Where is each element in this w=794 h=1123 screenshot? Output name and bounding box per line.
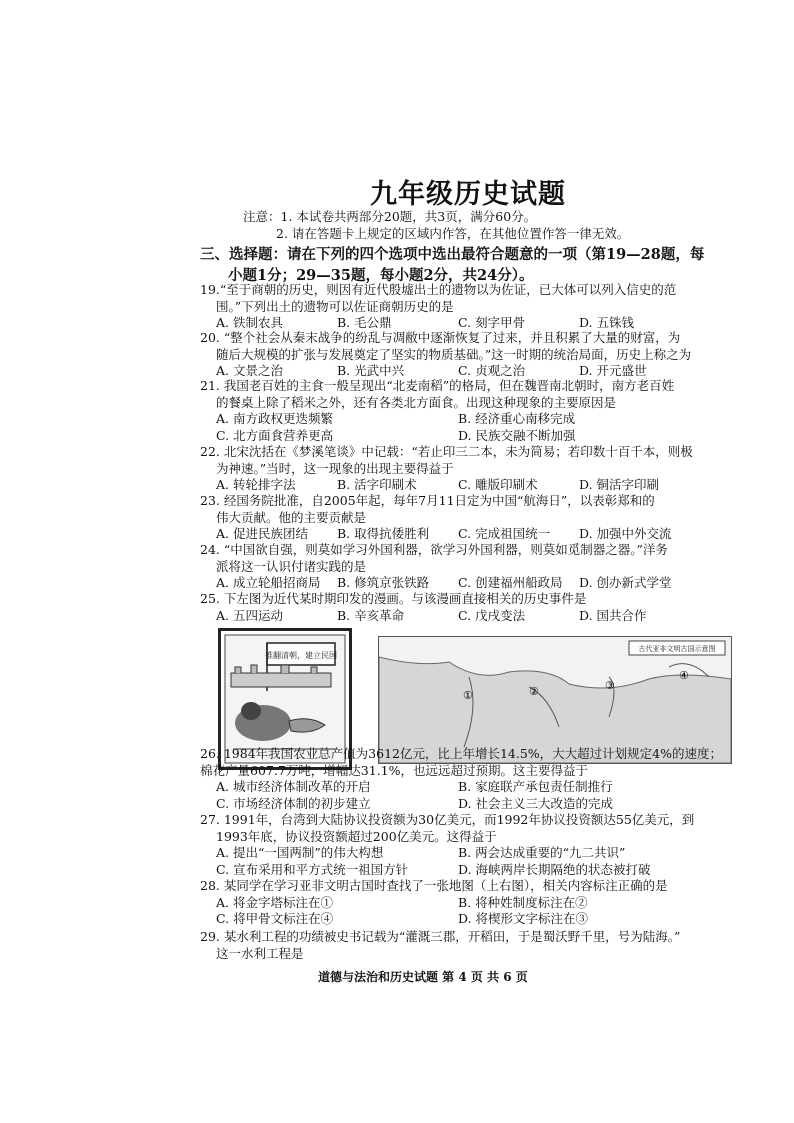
option[interactable]: C. 将甲骨文标注在④ [216, 911, 334, 926]
option[interactable]: D. 创办新式学堂 [579, 575, 672, 590]
option[interactable]: C. 雕版印刷术 [458, 477, 538, 492]
map-label: ④ [679, 669, 689, 682]
option[interactable]: A. 将金字塔标注在① [216, 894, 333, 910]
exam-notes [243, 208, 629, 242]
note-line: 注意：1. 本试卷共两部分20题，共3页，满分60分。 [243, 209, 537, 224]
question-stem: 20. “整个社会从秦末战争的纷乱与凋敝中逐渐恢复了过来，并且积累了大量的财富，为 [200, 330, 681, 345]
question-stem: 这一水利工程是 [216, 945, 304, 961]
question-stem: 24. “中国欲自强，则莫如学习外国利器，欲学习外国利器，则莫如觅制器之器。”洋务 [200, 542, 668, 557]
option[interactable]: C. 北方面食营养更高 [216, 427, 334, 443]
option[interactable]: C. 戊戌变法 [458, 607, 526, 623]
question-27 [200, 812, 700, 878]
options-row [200, 411, 700, 428]
question-28 [200, 878, 700, 928]
cartoon-flag-text: 推翻清朝，建立民国 [265, 651, 337, 660]
option[interactable]: A. 提出“一国两制”的伟大构想 [216, 845, 384, 860]
option[interactable]: A. 转轮排字法 [216, 477, 296, 492]
question-24 [200, 542, 700, 592]
option[interactable]: C. 完成祖国统一 [458, 526, 551, 541]
option[interactable]: C. 市场经济体制的初步建立 [216, 795, 371, 811]
option[interactable]: D. 开元盛世 [579, 363, 647, 378]
question-19 [200, 282, 700, 332]
option[interactable]: B. 经济重心南移完成 [458, 411, 576, 426]
question-stem: 围。”下列出土的遗物可以佐证商朝历史的是 [216, 298, 454, 314]
option[interactable]: A. 五四运动 [216, 607, 283, 623]
option[interactable]: D. 民族交融不断加强 [458, 427, 576, 443]
question-stem: 19.“至于商朝的历史，则因有近代殷墟出土的遗物以为佐证，已大体可以列入信史的范 [200, 282, 677, 297]
question-stem: 棉花产量607.7万吨，增幅达31.1%，也远远超过预期。这主要得益于 [200, 762, 588, 778]
option[interactable]: D. 国共合作 [579, 607, 647, 623]
question-23 [200, 493, 700, 543]
question-stem: 的餐桌上除了稻米之外，还有各类北方面食。出现这种现象的主要原因是 [216, 394, 617, 410]
question-stem: 1993年底，协议投资额超过200亿美元。这得益于 [216, 828, 497, 844]
options-row [200, 526, 700, 543]
option[interactable]: B. 家庭联产承包责任制推行 [458, 779, 613, 794]
map-title: 古代亚非文明古国示意图 [638, 645, 716, 653]
question-stem: 25. 下左图为近代某时期印发的漫画。与该漫画直接相关的历史事件是 [200, 591, 587, 606]
options-row [200, 477, 700, 494]
option[interactable]: B. 辛亥革命 [337, 607, 405, 623]
option[interactable]: B. 修筑京张铁路 [337, 575, 430, 590]
option[interactable]: A. 成立轮船招商局 [216, 575, 321, 590]
option[interactable]: B. 活字印刷术 [337, 477, 417, 492]
option[interactable]: D. 五铢钱 [579, 315, 635, 330]
options-row [200, 911, 700, 928]
note-line: 2. 请在答题卡上规定的区域内作答，在其他位置作答一律无效。 [276, 226, 630, 241]
map-label: ② [529, 685, 539, 698]
page-footer: 道德与法治和历史试题 第 4 页 共 6 页 [318, 970, 528, 984]
question-29 [200, 929, 700, 962]
section-line: 三、选择题：请在下列的四个选项中选出最符合题意的一项（第19—28题，每 [200, 246, 705, 263]
option[interactable]: A. 南方政权更迭频繁 [216, 411, 333, 426]
option[interactable]: A. 铁制农具 [216, 315, 283, 330]
option[interactable]: D. 社会主义三大改造的完成 [458, 795, 614, 811]
option[interactable]: C. 刻字甲骨 [458, 315, 526, 330]
options-row [200, 862, 700, 879]
option[interactable]: D. 加强中外交流 [579, 526, 672, 541]
option[interactable]: B. 毛公鼎 [337, 315, 392, 330]
question-21 [200, 378, 700, 444]
question-stem: 27. 1991年，台湾到大陆协议投资额为30亿美元，而1992年协议投资额达55亿美元，到 [200, 812, 695, 827]
question-stem: 23. 经国务院批准，自2005年起，每年7月11日定为中国“航海日”，以表彰郑和的 [200, 493, 655, 508]
map-label: ① [463, 689, 473, 702]
section-heading [200, 244, 760, 286]
option[interactable]: A. 文景之治 [216, 363, 283, 378]
option[interactable]: B. 两会达成重要的“九二共识” [458, 845, 626, 860]
options-row [200, 895, 700, 912]
option[interactable]: A. 城市经济体制改革的开启 [216, 779, 371, 794]
option[interactable]: D. 海峡两岸长期隔绝的状态被打破 [458, 861, 651, 877]
options-row [200, 779, 700, 796]
options-row [200, 796, 700, 813]
option[interactable]: C. 宣布采用和平方式统一祖国方针 [216, 861, 409, 877]
page-title: 九年级历史试题 [370, 179, 566, 210]
question-stem: 26. 1984年我国农业总产值为3612亿元，比上年增长14.5%，大大超过计划规定4%的速度； [200, 746, 723, 761]
question-stem: 派将这一认识付诸实践的是 [216, 558, 367, 574]
question-20 [200, 330, 700, 380]
question-22 [200, 444, 700, 494]
section-line: 小题1分；29—35题，每小题2分，共24分）。 [228, 267, 534, 284]
question-stem: 伟大贡献。他的主要贡献是 [216, 509, 367, 525]
question-stem: 21. 我国老百姓的主食一般呈现出“北麦南稻”的格局，但在魏晋南北朝时，南方老百姓 [200, 378, 675, 393]
question-26 [200, 746, 723, 812]
question-stem: 22. 北宋沈括在《梦溪笔谈》中记载：“若止印三二本，未为简易；若印数十百千本，则极 [200, 444, 693, 459]
question-stem: 随后大规模的扩张与发展奠定了坚实的物质基础。”这一时期的统治局面，历史上称之为 [216, 346, 692, 362]
option[interactable]: B. 光武中兴 [337, 363, 405, 378]
option[interactable]: D. 将楔形文字标注在③ [458, 911, 589, 926]
option[interactable]: C. 贞观之治 [458, 363, 526, 378]
option[interactable]: B. 取得抗倭胜利 [337, 526, 430, 541]
options-row [200, 428, 700, 445]
option[interactable]: A. 促进民族团结 [216, 526, 308, 541]
question-25 [200, 591, 700, 624]
option[interactable]: D. 铜活字印刷 [579, 477, 660, 492]
option[interactable]: B. 将种姓制度标注在② [458, 894, 588, 910]
options-row [200, 608, 700, 625]
options-row [200, 845, 700, 862]
map-label: ③ [605, 679, 615, 692]
option[interactable]: C. 创建福州船政局 [458, 575, 563, 590]
ancient-civilizations-map [378, 636, 732, 764]
question-stem: 为神速。”当时，这一现象的出现主要得益于 [216, 460, 454, 476]
options-row [200, 575, 700, 592]
question-stem: 28. 某同学在学习亚非文明古国时查找了一张地图（上右图），相关内容标注正确的是 [200, 878, 668, 893]
question-stem: 29. 某水利工程的功绩被史书记载为“灌溉三郡，开稻田，于是蜀沃野千里，号为陆海。” [200, 929, 681, 944]
